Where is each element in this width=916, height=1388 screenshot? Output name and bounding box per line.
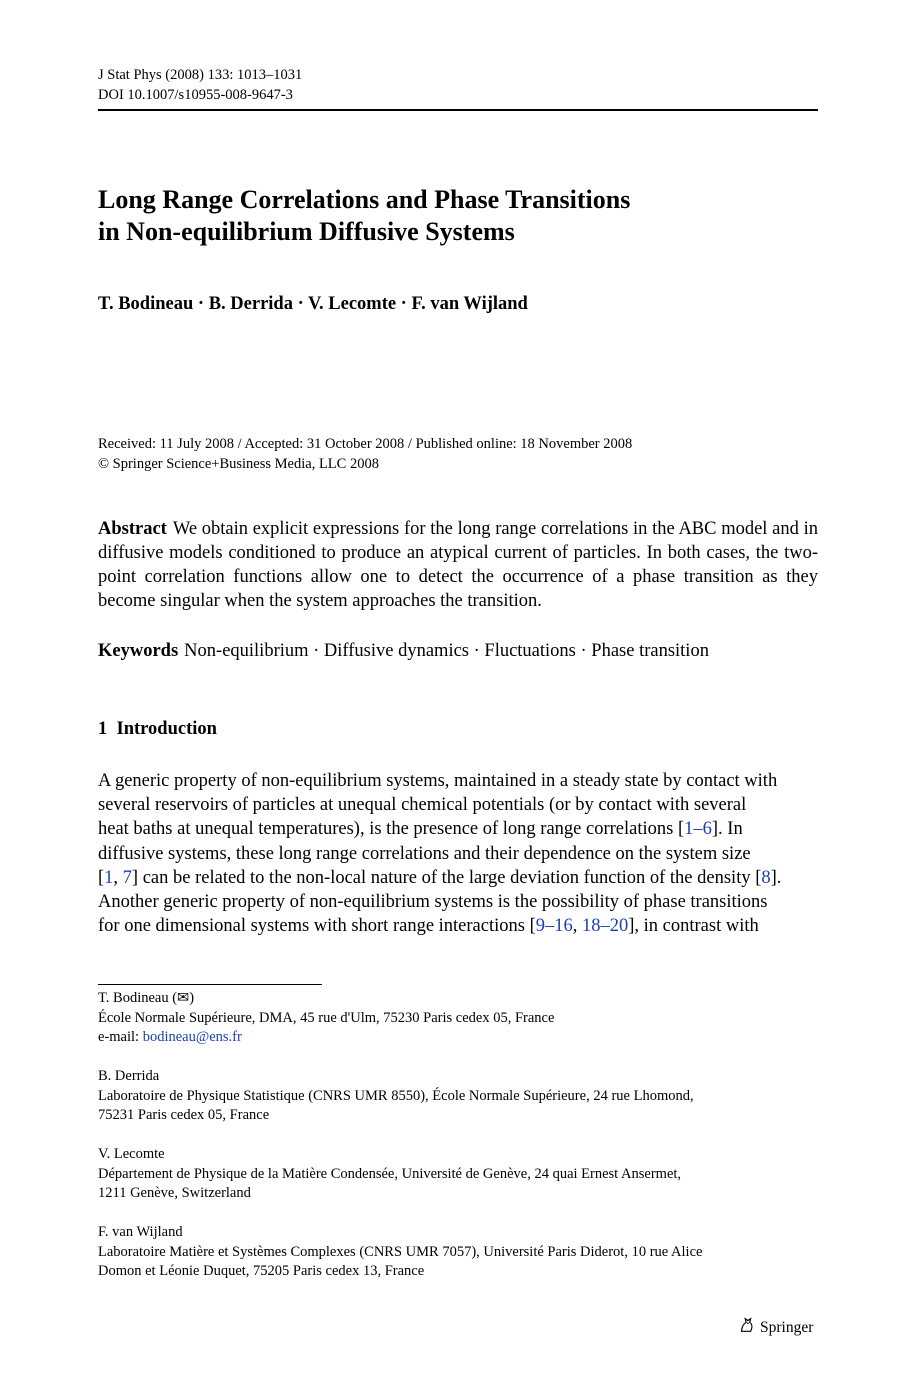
text-run: ], in contrast with — [628, 916, 759, 937]
citation-link[interactable]: 7 — [122, 867, 132, 888]
keywords-text: Non-equilibrium · Diffusive dynamics · Fluctuations · Phase transition — [184, 641, 709, 661]
author-address: Département de Physique de la Matière Condensée, Université de Genève, 24 quai Ernest Ansermet, — [98, 1165, 682, 1182]
publisher-logo — [738, 1316, 813, 1339]
citation-link[interactable]: 8 — [761, 867, 771, 888]
paper-title — [98, 184, 630, 248]
citation-link[interactable]: 1–6 — [684, 819, 712, 840]
journal-info — [98, 66, 302, 105]
email-link[interactable]: bodineau@ens.fr — [142, 1029, 242, 1045]
journal-citation: J Stat Phys (2008) 133: 1013–1031 — [98, 67, 303, 83]
abstract-text: We obtain explicit expressions for the long range correlations in the ABC model and in diffusive models conditioned to produce an atypical current of particles. In both cases, the two-point correlation functions allow one to detect the occurrence of a phase transition as they become singular when the system approaches the transition. — [98, 519, 818, 611]
text-run: A generic property of non-equilibrium systems, maintained in a steady state by contact with — [98, 771, 778, 791]
text-run: heat baths at unequal temperatures), is the presence of long range correlations [ — [98, 819, 685, 840]
affiliation-vanwijland — [98, 1223, 818, 1282]
author-email-row — [98, 1028, 818, 1048]
publisher-name: Springer — [760, 1318, 814, 1336]
intro-line — [98, 769, 818, 793]
footnote-divider — [98, 984, 322, 985]
affiliation-lecomte — [98, 1145, 818, 1204]
text-run: , — [572, 916, 582, 937]
text-run: [ — [98, 867, 105, 888]
publication-history — [98, 435, 632, 474]
author-name: F. van Wijland — [98, 1224, 183, 1240]
author-address: 75231 Paris cedex 05, France — [98, 1107, 270, 1123]
header-divider — [98, 109, 818, 111]
intro-line — [98, 866, 818, 890]
history-dates: Received: 11 July 2008 / Accepted: 31 October 2008 / Published online: 18 November 2008 — [98, 436, 633, 452]
author-address: Laboratoire Matière et Systèmes Complexes (CNRS UMR 7057), Université Paris Diderot, 10 rue Alice — [98, 1243, 703, 1260]
text-run: several reservoirs of particles at unequal chemical potentials (or by contact with several — [98, 795, 747, 816]
journal-doi: DOI 10.1007/s10955-008-9647-3 — [98, 86, 293, 103]
intro-line — [98, 793, 818, 817]
text-run: , — [113, 867, 123, 888]
text-run: Another generic property of non-equilibrium systems is the possibility of phase transitions — [98, 891, 768, 912]
introduction-body — [98, 769, 818, 938]
title-line-1: Long Range Correlations and Phase Transitions — [98, 185, 631, 214]
author-address: 1211 Genève, Switzerland — [98, 1185, 251, 1201]
author-address: Laboratoire de Physique Statistique (CNRS UMR 8550), École Normale Supérieure, 24 rue Lhomond, — [98, 1087, 694, 1104]
author-name: T. Bodineau (✉) — [98, 990, 195, 1006]
citation-link[interactable]: 1 — [104, 867, 114, 888]
author-affiliations — [98, 989, 818, 1301]
intro-line — [98, 914, 818, 938]
keywords-label: Keywords — [98, 641, 179, 661]
citation-link[interactable]: 18–20 — [582, 916, 629, 937]
keywords — [98, 641, 709, 662]
abstract-label: Abstract — [98, 519, 167, 539]
text-run: ]. In — [711, 819, 743, 840]
author-name: B. Derrida — [98, 1068, 160, 1084]
intro-line — [98, 842, 818, 866]
text-run: diffusive systems, these long range correlations and their dependence on the system size — [98, 843, 751, 864]
text-run: for one dimensional systems with short range interactions [ — [98, 916, 536, 937]
intro-line — [98, 817, 818, 841]
affiliation-derrida — [98, 1067, 818, 1126]
author-address: Domon et Léonie Duquet, 75205 Paris cedex 13, France — [98, 1263, 425, 1279]
intro-line — [98, 890, 818, 914]
text-run: ] can be related to the non-local nature of the large deviation function of the density [ — [131, 867, 762, 888]
abstract — [98, 517, 818, 613]
citation-link[interactable]: 9–16 — [535, 916, 573, 937]
author-name: V. Lecomte — [98, 1146, 165, 1162]
affiliation-bodineau — [98, 989, 818, 1048]
title-line-2: in Non-equilibrium Diffusive Systems — [98, 217, 515, 246]
section-heading: 1 Introduction — [98, 719, 217, 739]
email-label: e-mail: — [98, 1029, 143, 1045]
author-list: T. Bodineau · B. Derrida · V. Lecomte · F. van Wijland — [98, 294, 528, 314]
author-address: École Normale Supérieure, DMA, 45 rue d'Ulm, 75230 Paris cedex 05, France — [98, 1009, 555, 1026]
text-run: ]. — [770, 867, 782, 888]
springer-horse-icon — [738, 1316, 756, 1339]
copyright-notice: © Springer Science+Business Media, LLC 2008 — [98, 455, 379, 472]
